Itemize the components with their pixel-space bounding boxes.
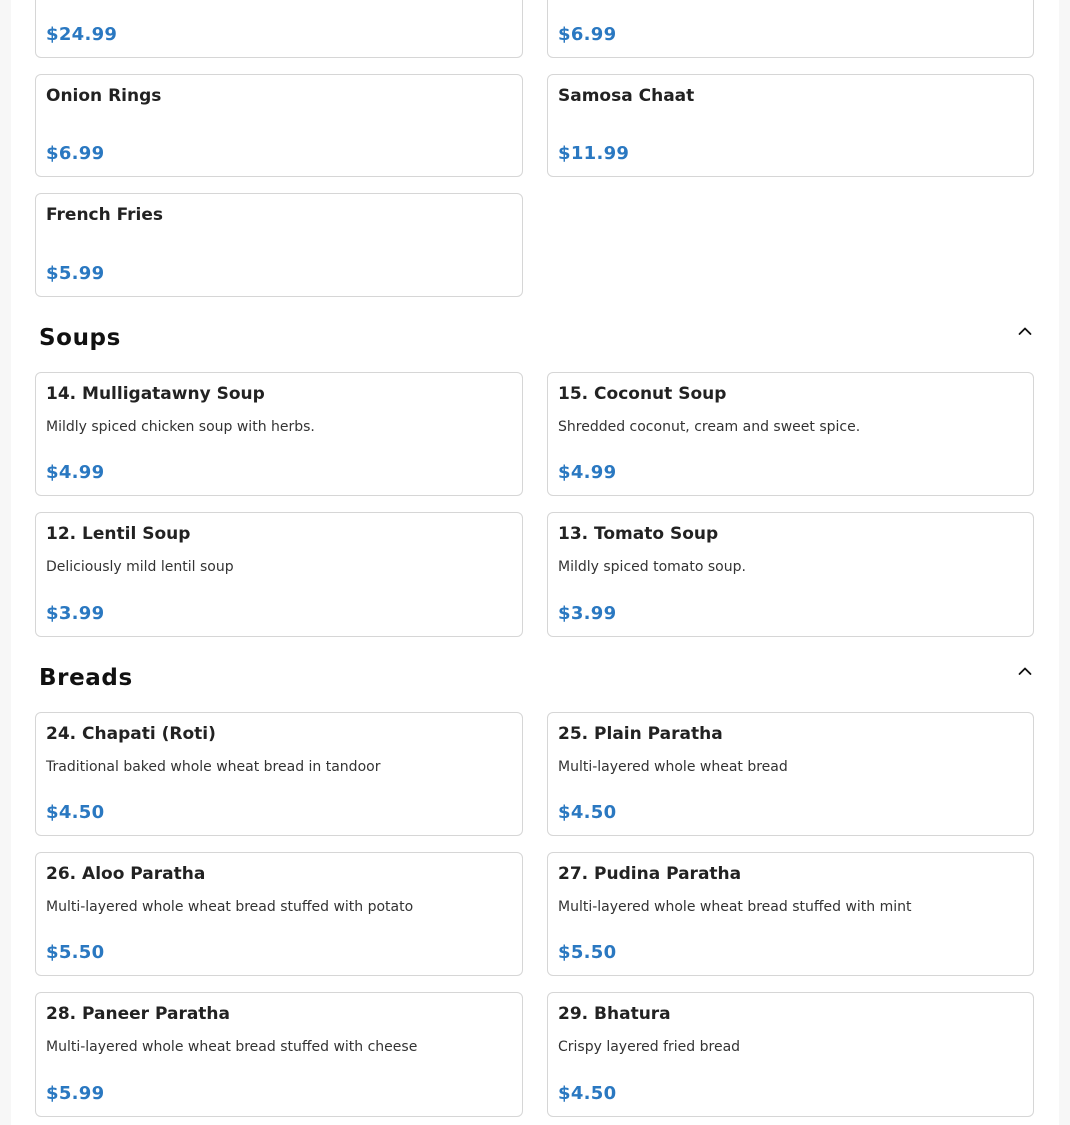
item-description: Multi-layered whole wheat bread stuffed with mint [558,899,912,915]
item-description: Multi-layered whole wheat bread stuffed with cheese [46,1039,418,1055]
chevron-up-icon [1017,323,1033,339]
menu-item-card[interactable] [547,992,1034,1117]
item-price: $4.50 [558,1083,617,1104]
item-name: 24. Chapati (Roti) [46,724,216,744]
menu-item-card[interactable] [547,852,1034,976]
menu-item-card[interactable] [35,74,523,177]
menu-item-card[interactable] [547,372,1034,496]
item-name: French Fries [46,205,164,225]
item-description: Mildly spiced chicken soup with herbs. [46,419,315,435]
menu-item-card[interactable] [35,712,523,836]
item-name: 29. Bhatura [558,1004,671,1024]
item-name: 14. Mulligatawny Soup [46,384,265,404]
item-name: 28. Paneer Paratha [46,1004,231,1024]
item-name: Onion Rings [46,86,162,106]
menu-item-card[interactable] [35,852,523,976]
item-description: Crispy layered fried bread [558,1039,741,1055]
item-name: Samosa Chaat [558,86,695,106]
item-price: $5.50 [46,942,105,963]
menu-item-card[interactable] [35,372,523,496]
item-price: $4.50 [46,802,105,823]
item-name: 15. Coconut Soup [558,384,727,404]
item-price: $5.50 [558,942,617,963]
item-description: Deliciously mild lentil soup [46,559,234,575]
item-name: 26. Aloo Paratha [46,864,206,884]
item-name: 25. Plain Paratha [558,724,723,744]
item-description: Shredded coconut, cream and sweet spice. [558,419,861,435]
item-price: $3.99 [46,603,105,624]
item-price: $5.99 [46,263,105,284]
menu-item-card[interactable] [35,992,523,1117]
item-price: $5.99 [46,1083,105,1104]
collapse-soups-button[interactable] [1013,319,1037,343]
item-description: Multi-layered whole wheat bread [558,759,788,775]
item-description: Multi-layered whole wheat bread stuffed with potato [46,899,414,915]
menu-item-card[interactable] [547,74,1034,177]
item-price: $4.99 [46,462,105,483]
item-description: Traditional baked whole wheat bread in tandoor [46,759,381,775]
section-title-soups: Soups [39,325,121,351]
chevron-up-icon [1017,663,1033,679]
menu-item-card[interactable] [35,0,523,58]
item-name: 27. Pudina Paratha [558,864,742,884]
item-price: $4.99 [558,462,617,483]
menu-page [11,0,1059,1125]
item-description: Mildly spiced tomato soup. [558,559,746,575]
item-name: 13. Tomato Soup [558,524,719,544]
item-price: $11.99 [558,143,630,164]
menu-item-card[interactable] [35,512,523,637]
section-title-breads: Breads [39,665,133,691]
item-price: $6.99 [558,24,617,45]
menu-item-card[interactable] [547,512,1034,637]
item-price: $4.50 [558,802,617,823]
collapse-breads-button[interactable] [1013,659,1037,683]
item-name: 12. Lentil Soup [46,524,191,544]
menu-item-card[interactable] [547,0,1034,58]
menu-item-card[interactable] [547,712,1034,836]
item-price: $24.99 [46,24,118,45]
menu-item-card[interactable] [35,193,523,297]
item-price: $3.99 [558,603,617,624]
item-price: $6.99 [46,143,105,164]
